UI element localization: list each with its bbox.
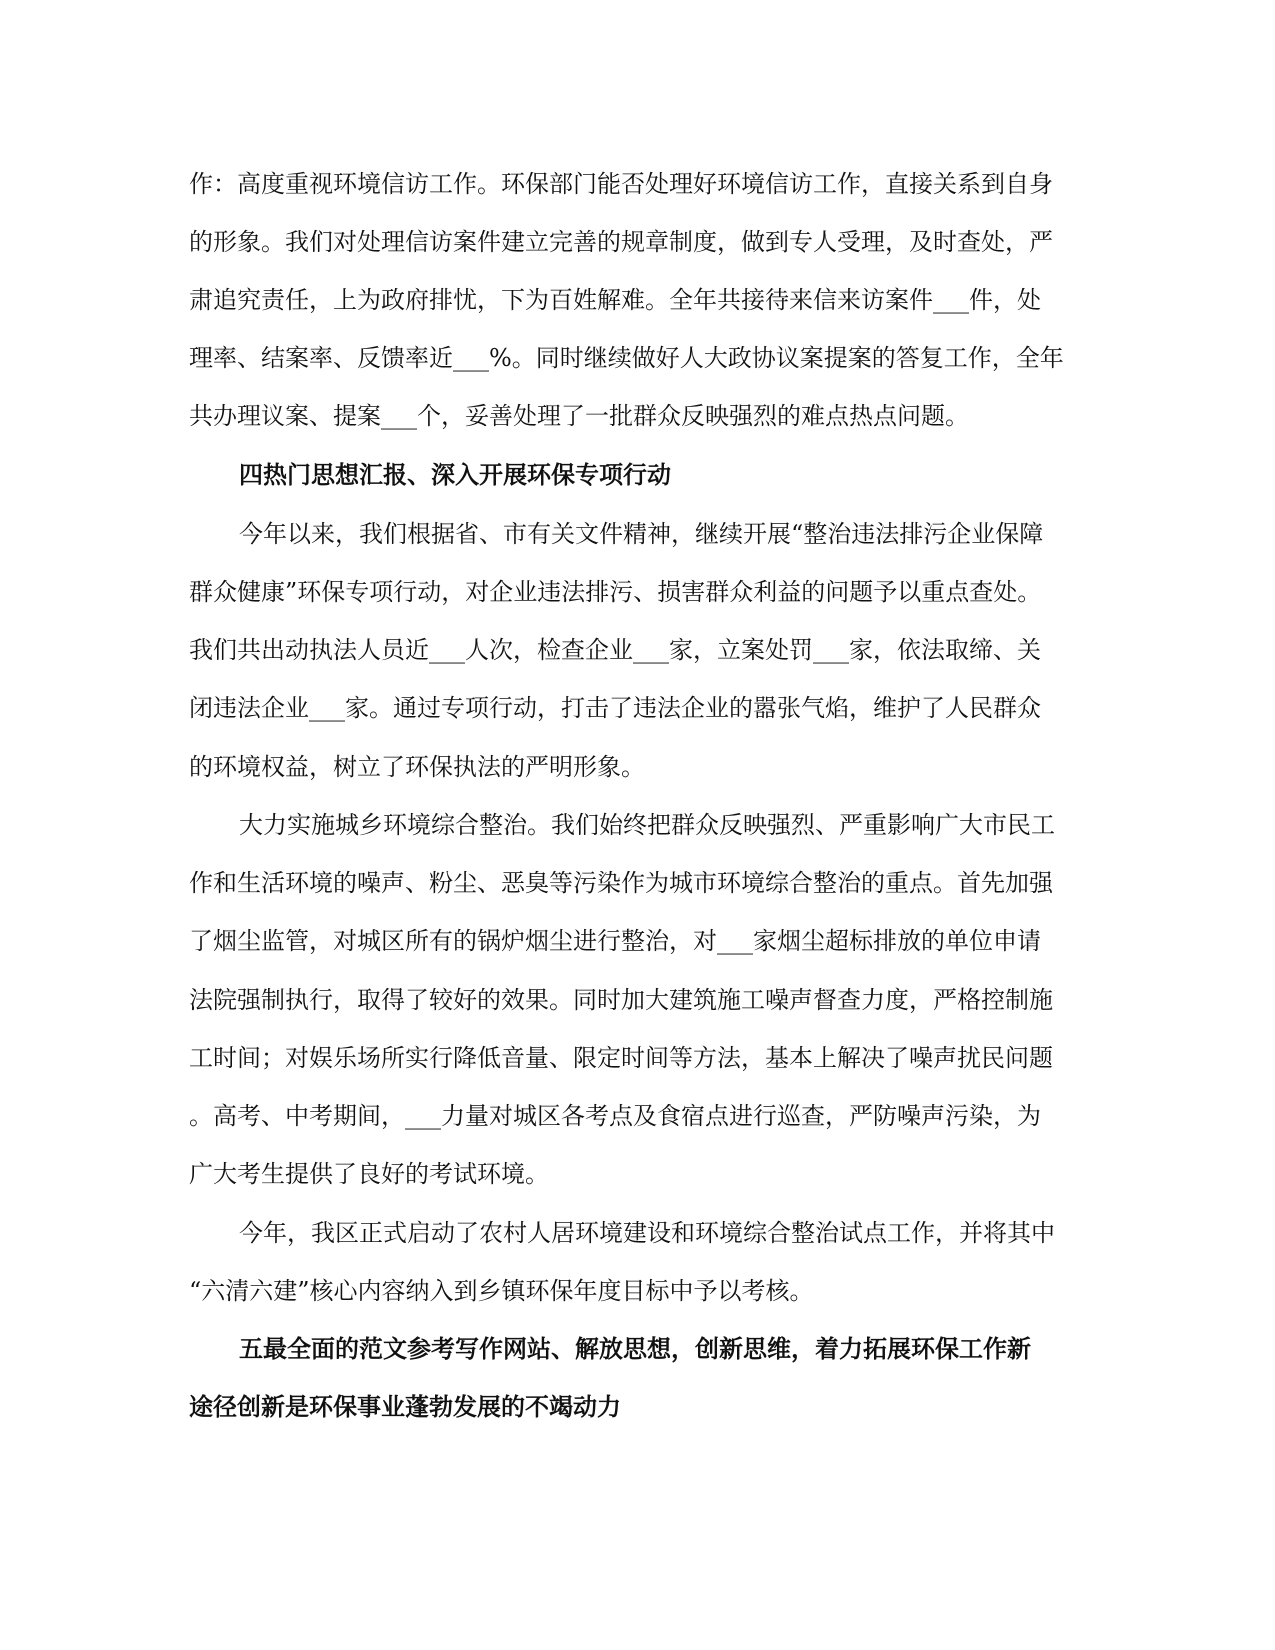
section-heading: 四热门思想汇报、深入开展环保专项行动 [239, 460, 671, 489]
body-text-line: 的形象。我们对处理信访案件建立完善的规章制度，做到专人受理，及时查处，严 [189, 228, 1053, 256]
body-text-line: 群众健康”环保专项行动，对企业违法排污、损害群众利益的问题予以重点查处。 [189, 578, 1042, 606]
section-heading: 途径创新是环保事业蓬勃发展的不竭动力 [189, 1392, 621, 1421]
body-text-line: 的环境权益，树立了环保执法的严明形象。 [189, 753, 645, 781]
body-text-line: 。高考、中考期间，___力量对城区各考点及食宿点进行巡查，严防噪声污染，为 [189, 1102, 1041, 1130]
body-text-line: 理率、结案率、反馈率近___%。同时继续做好人大政协议案提案的答复工作，全年 [189, 344, 1064, 372]
body-text-line: 共办理议案、提案___个，妥善处理了一批群众反映强烈的难点热点问题。 [189, 402, 969, 430]
body-text-line: 我们共出动执法人员近___人次，检查企业___家，立案处罚___家，依法取缔、关 [189, 636, 1041, 664]
body-text-line: “六清六建”核心内容纳入到乡镇环保年度目标中予以考核。 [189, 1277, 814, 1305]
body-text-line: 广大考生提供了良好的考试环境。 [189, 1160, 549, 1188]
body-text-line: 闭违法企业___家。通过专项行动，打击了违法企业的嚣张气焰，维护了人民群众 [189, 694, 1041, 722]
body-text-line: 肃追究责任，上为政府排忧，下为百姓解难。全年共接待来信来访案件___件，处 [189, 286, 1041, 314]
body-text-line: 作：高度重视环境信访工作。环保部门能否处理好环境信访工作，直接关系到自身 [189, 170, 1053, 198]
section-heading: 五最全面的范文参考写作网站、解放思想，创新思维，着力拓展环保工作新 [239, 1334, 1031, 1363]
body-text-line: 作和生活环境的噪声、粉尘、恶臭等污染作为城市环境综合整治的重点。首先加强 [189, 869, 1053, 897]
body-text-line: 工时间；对娱乐场所实行降低音量、限定时间等方法，基本上解决了噪声扰民问题 [189, 1044, 1053, 1072]
body-text-line: 今年以来，我们根据省、市有关文件精神，继续开展“整治违法排污企业保障 [239, 520, 1044, 548]
body-text-line: 大力实施城乡环境综合整治。我们始终把群众反映强烈、严重影响广大市民工 [239, 811, 1055, 839]
body-text-line: 法院强制执行，取得了较好的效果。同时加大建筑施工噪声督查力度，严格控制施 [189, 986, 1053, 1014]
body-text-line: 今年，我区正式启动了农村人居环境建设和环境综合整治试点工作，并将其中 [239, 1219, 1055, 1247]
body-text-line: 了烟尘监管，对城区所有的锅炉烟尘进行整治，对___家烟尘超标排放的单位申请 [189, 927, 1041, 955]
